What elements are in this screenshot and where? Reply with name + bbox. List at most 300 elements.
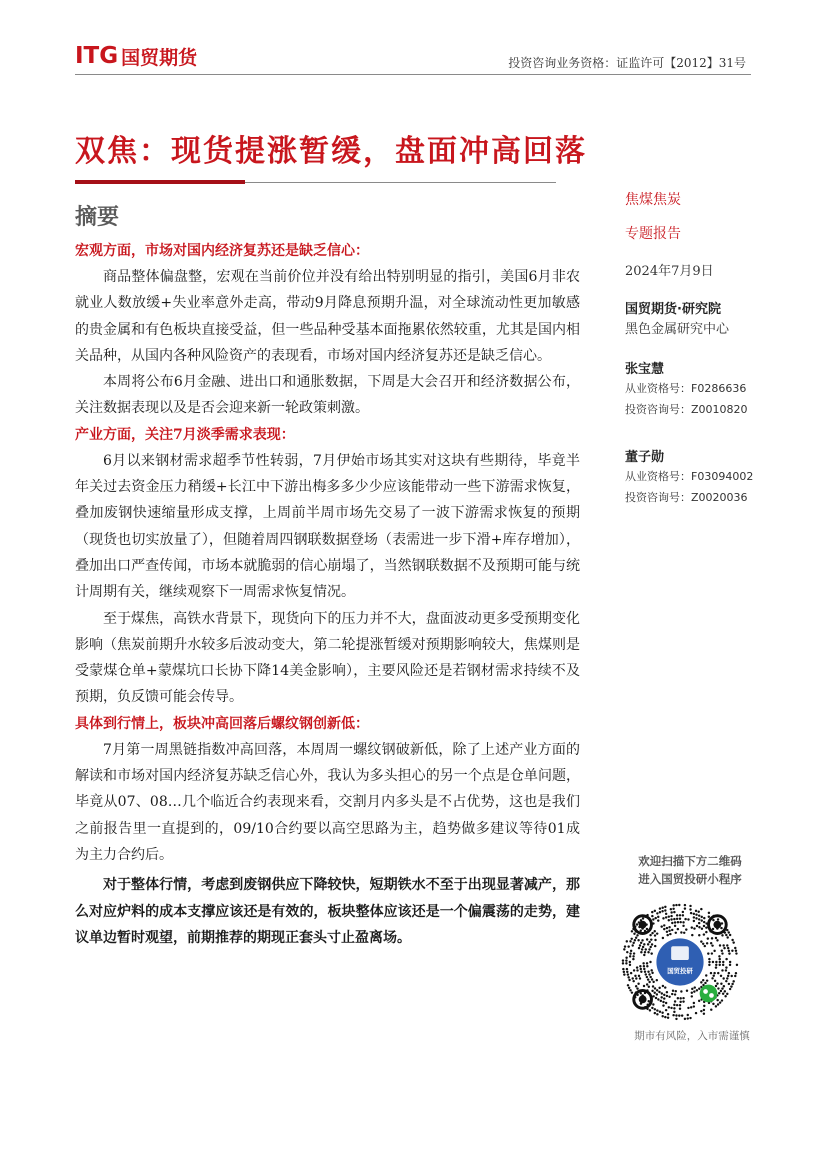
qr-dot <box>725 934 727 936</box>
qr-dot <box>666 991 668 993</box>
qr-dot <box>659 907 661 909</box>
qr-dot <box>684 918 686 920</box>
qr-dot <box>675 932 677 934</box>
qr-dot <box>669 933 671 935</box>
qr-dot <box>727 975 729 977</box>
qr-dot <box>640 971 642 973</box>
qr-dot <box>658 987 660 989</box>
qr-dot <box>707 952 709 954</box>
qr-dot <box>637 983 639 985</box>
qr-dot <box>660 925 662 927</box>
qr-dot <box>642 917 644 919</box>
qr-dot <box>708 961 710 963</box>
qr-dot <box>674 1000 676 1002</box>
qr-dot <box>654 987 656 989</box>
qr-dot <box>643 943 645 945</box>
qr-center-logo <box>656 938 703 985</box>
qr-dot <box>636 987 638 989</box>
report-body <box>75 200 580 951</box>
qr-dot <box>730 985 732 987</box>
qr-dot <box>682 921 684 923</box>
qr-dot <box>663 997 665 999</box>
qr-dot <box>728 952 730 954</box>
paragraph: 商品整体偏盘整，宏观在当前价位并没有给出特别明显的指引，美国6月非农就业人数放缓+失业率意外走高，带动9月降息预期升温，对全球流动性更加敏感的贵金属和有色板块直接受益，但一些品种受基本面拖累依然较重，尤其是国内相关品种，从国内各种风险资产的表现看，市场对国内经济复苏还是缺乏信心。 <box>75 269 580 364</box>
qr-dot <box>702 943 704 945</box>
qr-dot <box>722 944 724 946</box>
qr-dot <box>679 914 681 916</box>
qr-dot <box>634 975 636 977</box>
qr-dot <box>674 925 676 927</box>
qr-dot <box>657 998 659 1000</box>
qr-dot <box>668 919 670 921</box>
qr-dot <box>715 1005 717 1007</box>
qr-dot <box>722 977 724 979</box>
qr-dot <box>632 958 634 960</box>
qr-dot <box>632 955 634 957</box>
qr-dot <box>703 933 705 935</box>
qr-dot <box>665 1009 667 1011</box>
qr-dot <box>670 915 672 917</box>
qr-dot <box>656 1013 658 1015</box>
qr-dot <box>661 1015 663 1017</box>
qr-dot <box>664 1016 666 1018</box>
qr-dot <box>672 989 674 991</box>
qr-dot <box>727 947 729 949</box>
logo-company-name: 国贸期货 <box>121 46 198 69</box>
qr-dot <box>698 914 700 916</box>
qr-dot <box>684 907 686 909</box>
qr-dot <box>632 980 634 982</box>
qr-dot <box>642 946 644 948</box>
qr-dot <box>646 928 648 930</box>
qr-dot <box>679 921 681 923</box>
qr-dot <box>717 972 719 974</box>
qr-dot <box>663 928 665 930</box>
qr-dot <box>704 982 706 984</box>
qr-dot <box>662 917 664 919</box>
qr-dot <box>626 940 628 942</box>
qr-dot <box>673 1011 675 1013</box>
qr-dot <box>646 976 648 978</box>
qr-dot <box>654 945 656 947</box>
qr-dot <box>629 964 631 966</box>
qr-dot <box>631 930 633 932</box>
qr-dot <box>654 1008 656 1010</box>
qr-dot <box>624 945 626 947</box>
qr-dot <box>682 997 684 999</box>
qr-dot <box>695 910 697 912</box>
qr-dot <box>625 962 627 964</box>
qr-dot <box>705 926 707 928</box>
qr-dot <box>647 971 649 973</box>
qr-dot <box>661 1012 663 1014</box>
qr-dot <box>732 941 734 943</box>
qr-dot <box>623 971 625 973</box>
qr-dot <box>726 944 728 946</box>
qr-dot <box>649 1009 651 1011</box>
qr-dot <box>629 940 631 942</box>
qr-dot <box>720 927 722 929</box>
qr-dot <box>725 980 727 982</box>
qr-dot <box>700 1010 702 1012</box>
qr-dot <box>651 915 653 917</box>
qr-dot <box>695 917 697 919</box>
qr-dot <box>629 989 631 991</box>
qr-dot <box>631 991 633 993</box>
qr-dot <box>731 950 733 952</box>
qr-dot <box>713 972 715 974</box>
qr-dot <box>706 942 708 944</box>
qr-dot <box>676 914 678 916</box>
section-heading: 宏观方面，市场对国内经济复苏还是缺乏信心： <box>75 243 369 259</box>
qr-dot <box>652 1003 654 1005</box>
qr-dot <box>668 1006 670 1008</box>
analyst-qualification: 从业资格号：F03094002 <box>625 470 754 483</box>
conclusion-paragraph: 对于整体行情，考虑到废钢供应下降较快，短期铁水不至于出现显著减产，那么对应炉料的成本支撑应该还是有效的，板块整体应该还是一个偏震荡的走势，建议单边暂时观望，前期推荐的期现正套头寸止盈离场。 <box>75 877 580 946</box>
qr-dot <box>657 919 659 921</box>
qr-dot <box>638 947 640 949</box>
sidebar <box>625 190 785 510</box>
qr-caption <box>610 852 770 888</box>
qr-dot <box>693 916 695 918</box>
qr-dot <box>693 1005 695 1007</box>
qr-dot <box>651 990 653 992</box>
qr-dot <box>719 944 721 946</box>
qr-dot <box>656 932 658 934</box>
qr-dot <box>643 965 645 967</box>
qr-dot <box>666 931 668 933</box>
qr-dot <box>708 958 710 960</box>
qr-dot <box>679 1007 681 1009</box>
qr-dot <box>633 969 635 971</box>
qr-dot <box>695 913 697 915</box>
qr-dot <box>731 939 733 941</box>
qr-dot <box>656 1009 658 1011</box>
qr-dot <box>674 921 676 923</box>
qr-dot <box>670 918 672 920</box>
qr-dot <box>664 906 666 908</box>
qr-dot <box>627 973 629 975</box>
qr-dot <box>678 1014 680 1016</box>
qr-dot <box>718 958 720 960</box>
qr-dot <box>729 934 731 936</box>
qr-dot <box>652 985 654 987</box>
qr-dot <box>623 948 625 950</box>
qr-dot <box>714 980 716 982</box>
qr-dot <box>716 939 718 941</box>
report-title: 双焦：现货提涨暂缓，盘面冲高回落 <box>75 134 587 169</box>
qr-dot <box>626 971 628 973</box>
qr-dot <box>670 1007 672 1009</box>
qr-dot <box>715 964 717 966</box>
qr-dot <box>735 950 737 952</box>
qr-dot <box>649 934 651 936</box>
qr-dot <box>661 992 663 994</box>
qr-dot <box>651 1007 653 1009</box>
qr-dot <box>711 952 713 954</box>
qr-dot <box>656 989 658 991</box>
qr-dot <box>641 939 643 941</box>
qr-dot <box>662 937 664 939</box>
section-heading: 具体到行情上，板块冲高回落后螺纹钢创新低： <box>75 715 369 732</box>
qr-dot <box>627 976 629 978</box>
header-divider <box>75 74 751 75</box>
qr-dot <box>648 986 650 988</box>
qr-dot <box>673 918 675 920</box>
qr-dot <box>658 991 660 993</box>
qr-dot <box>720 990 722 992</box>
qr-dot <box>715 961 717 963</box>
qr-dot <box>653 930 655 932</box>
report-category: 焦煤焦炭 <box>625 192 681 208</box>
qr-dot <box>672 908 674 910</box>
qr-dot <box>729 964 731 966</box>
qr-dot <box>702 979 704 981</box>
qr-dot <box>671 993 673 995</box>
qr-dot <box>639 965 641 967</box>
qr-dot <box>668 915 670 917</box>
qr-dot <box>667 1013 669 1015</box>
qr-dot <box>708 964 710 966</box>
qr-dot <box>665 1002 667 1004</box>
qr-dot <box>719 1001 721 1003</box>
qr-dot <box>698 988 700 990</box>
qr-dot <box>687 1014 689 1016</box>
qr-dot <box>661 906 663 908</box>
qr-dot <box>627 984 629 986</box>
company-logo <box>75 43 197 69</box>
qr-dot <box>694 986 696 988</box>
qr-dot <box>665 916 667 918</box>
logo-itg: ITG <box>75 43 119 69</box>
qr-finder-core <box>639 995 647 1003</box>
qr-dot <box>651 943 653 945</box>
paragraph: 6月以来钢材需求超季节性转弱，7月伊始市场其实对这块有些期待，毕竟半年关过去资金压力稍缓+长江中下游出梅多多少少应该能带动一些下游需求恢复，叠加废钢快速缩量形成支撑，上周前半周市场先交易了一波下游需求恢复的预期（现货也切实放量了），但随着周四钢联数据登场（表需进一步下滑+库存增加），叠加出口严查传闻，市场本就脆弱的信心崩塌了，当然钢联数据不及预期可能与统计周期有关，继续观察下一周需求恢复情况。 <box>75 452 580 601</box>
qr-dot <box>721 999 723 1001</box>
qr-dot <box>626 951 628 953</box>
qr-dot <box>693 1002 695 1004</box>
section-industry <box>75 422 580 711</box>
qr-dot <box>687 1007 689 1009</box>
qr-dot <box>707 937 709 939</box>
qr-dot <box>704 945 706 947</box>
qr-dot <box>708 916 710 918</box>
qr-dot <box>664 909 666 911</box>
report-type: 专题报告 <box>625 226 681 242</box>
summary-heading: 摘要 <box>75 204 120 230</box>
qr-dot <box>666 995 668 997</box>
qr-dot <box>675 1014 677 1016</box>
qr-dot <box>711 944 713 946</box>
qr-dot <box>679 997 681 999</box>
qr-dot <box>703 917 705 919</box>
qr-dot <box>683 932 685 934</box>
qr-dot <box>656 979 658 981</box>
qr-dot <box>698 926 700 928</box>
qr-dot <box>668 926 670 928</box>
qr-dot <box>673 911 675 913</box>
qr-dot <box>687 918 689 920</box>
institute-name: 国贸期货·研究院 <box>625 302 721 317</box>
section-heading: 产业方面，关注7月淡季需求表现： <box>75 426 295 443</box>
qr-dot <box>717 987 719 989</box>
qr-dot <box>654 1012 656 1014</box>
qr-dot <box>700 981 702 983</box>
qr-dot <box>654 934 656 936</box>
report-date: 2024年7月9日 <box>625 264 714 279</box>
qr-dot <box>693 920 695 922</box>
qr-dot <box>649 946 651 948</box>
qr-dot <box>652 981 654 983</box>
qr-dot <box>691 988 693 990</box>
qr-dot <box>715 985 717 987</box>
qr-dot <box>623 973 625 975</box>
qr-dot <box>712 975 714 977</box>
qr-dot <box>705 974 707 976</box>
qr-caption-line: 欢迎扫描下方二维码 <box>638 854 742 868</box>
qr-dot <box>722 961 724 963</box>
qr-dot <box>622 968 624 970</box>
qr-dot <box>682 911 684 913</box>
qr-dot <box>698 922 700 924</box>
qr-dot <box>655 997 657 999</box>
qr-dot <box>675 1018 677 1020</box>
qr-finder-core <box>713 921 721 929</box>
qr-dot <box>723 947 725 949</box>
qr-dot <box>636 966 638 968</box>
qr-dot <box>722 964 724 966</box>
qr-dot <box>703 1009 705 1011</box>
qr-dot <box>735 952 737 954</box>
qr-dot <box>710 942 712 944</box>
qr-dot <box>644 971 646 973</box>
qr-dot <box>677 921 679 923</box>
qr-dot <box>652 918 654 920</box>
qr-dot <box>689 908 691 910</box>
analyst-name: 张宝慧 <box>625 362 665 377</box>
qr-dot <box>662 1001 664 1003</box>
qr-dot <box>647 943 649 945</box>
section-macro <box>75 238 580 422</box>
license-text: 投资咨询业务资格：证监许可【2012】31号 <box>508 56 746 70</box>
qr-dot <box>679 1004 681 1006</box>
qr-dot <box>635 936 637 938</box>
analyst-block <box>625 446 785 510</box>
qr-dot <box>678 904 680 906</box>
qr-dot <box>648 948 650 950</box>
qr-dot <box>693 927 695 929</box>
qr-dot <box>641 948 643 950</box>
qr-dot <box>632 942 634 944</box>
qr-dot <box>716 982 718 984</box>
qr-dot <box>696 925 698 927</box>
qr-dot <box>724 995 726 997</box>
qr-dot <box>671 922 673 924</box>
qr-dot <box>690 1006 692 1008</box>
qr-dot <box>724 990 726 992</box>
qr-dot <box>725 969 727 971</box>
wechat-icon <box>700 985 718 1003</box>
qr-dot <box>636 923 638 925</box>
qr-dot <box>685 928 687 930</box>
qr-dot <box>660 996 662 998</box>
qr-dot <box>687 1017 689 1019</box>
mini-program-qr-code[interactable] <box>621 903 739 1021</box>
qr-dot <box>670 908 672 910</box>
qr-dot <box>650 969 652 971</box>
qr-dot <box>661 910 663 912</box>
qr-dot <box>697 911 699 913</box>
qr-dot <box>637 939 639 941</box>
qr-dot <box>726 936 728 938</box>
qr-dot <box>728 950 730 952</box>
section-market <box>75 711 580 868</box>
qr-dot <box>700 908 702 910</box>
qr-dot <box>668 996 670 998</box>
qr-dot <box>717 1003 719 1005</box>
qr-dot <box>633 952 635 954</box>
paragraph: 至于煤焦，高铁水背景下，现货向下的压力并不大，盘面波动更多受预期变化影响（焦炭前期升水较多后波动变大，第二轮提涨暂缓对预期影响较大，焦煤则是受蒙煤仓单+蒙煤坑口长协下降14美金影响），主要风险还是若钢材需求持续不及预期，负反馈可能会传导。 <box>75 610 580 706</box>
qr-dot <box>671 929 673 931</box>
qr-dot <box>696 989 698 991</box>
qr-dot <box>700 940 702 942</box>
qr-dot <box>689 905 691 907</box>
qr-dot <box>673 1004 675 1006</box>
qr-dot <box>736 964 738 966</box>
qr-dot <box>677 997 679 999</box>
qr-dot <box>672 1014 674 1016</box>
qr-dot <box>729 961 731 963</box>
qr-dot <box>698 1000 700 1002</box>
qr-dot <box>725 958 727 960</box>
qr-dot <box>716 999 718 1001</box>
qr-dot <box>651 978 653 980</box>
qr-dot <box>654 917 656 919</box>
qr-caption-line: 进入国贸投研小程序 <box>638 872 742 886</box>
qr-dot <box>652 995 654 997</box>
qr-dot <box>717 918 719 920</box>
qr-dot <box>629 955 631 957</box>
qr-dot <box>628 987 630 989</box>
qr-dot <box>713 950 715 952</box>
qr-dot <box>686 989 688 991</box>
qr-dot <box>662 985 664 987</box>
qr-dot <box>629 961 631 963</box>
qr-dot <box>682 1000 684 1002</box>
qr-dot <box>647 951 649 953</box>
qr-dot <box>664 986 666 988</box>
qr-dot <box>735 972 737 974</box>
qr-dot <box>718 992 720 994</box>
qr-dot <box>710 972 712 974</box>
qr-dot <box>680 990 682 992</box>
qr-dot <box>676 1004 678 1006</box>
qr-dot <box>639 977 641 979</box>
qr-dot <box>656 993 658 995</box>
qr-dot <box>712 928 714 930</box>
qr-dot <box>734 975 736 977</box>
qr-dot <box>721 950 723 952</box>
qr-dot <box>642 962 644 964</box>
qr-dot <box>684 1018 686 1020</box>
qr-dot <box>718 955 720 957</box>
qr-dot <box>731 983 733 985</box>
qr-dot <box>693 990 695 992</box>
qr-dot <box>734 947 736 949</box>
qr-dot <box>654 939 656 941</box>
analyst-block <box>625 358 785 422</box>
qr-dot <box>644 951 646 953</box>
